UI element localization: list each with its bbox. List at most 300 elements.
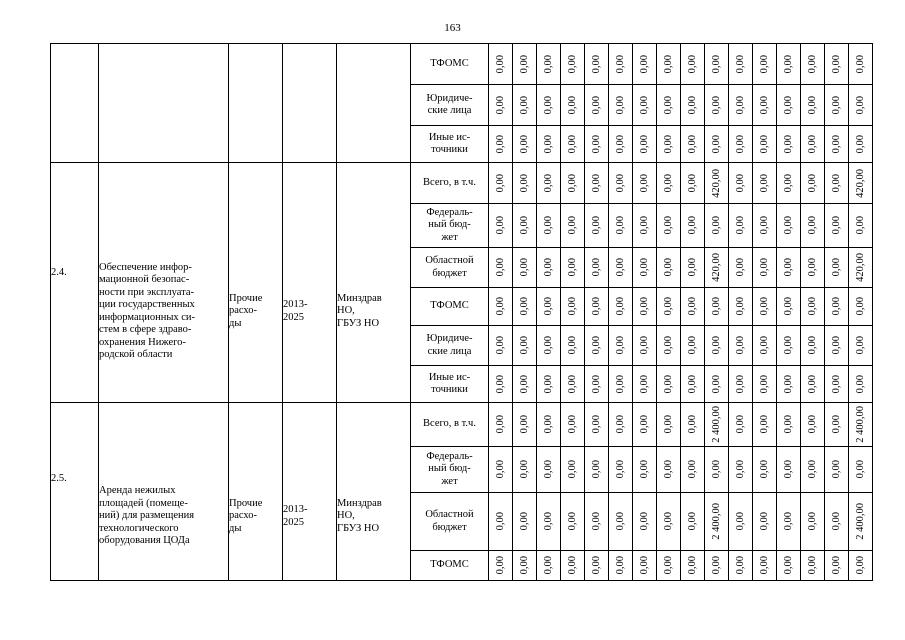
amount-value: 0,00 bbox=[590, 54, 602, 74]
value-cell bbox=[777, 85, 801, 126]
value-cell bbox=[489, 44, 513, 85]
value-cell bbox=[561, 366, 585, 403]
funding-source-cell bbox=[411, 326, 489, 366]
value-cell bbox=[825, 163, 849, 204]
amount-value: 0,00 bbox=[758, 512, 770, 531]
value-cell bbox=[753, 366, 777, 403]
value-cell bbox=[633, 126, 657, 163]
amount-value: 0,00 bbox=[806, 556, 818, 575]
amount-value: 0,00 bbox=[758, 336, 770, 355]
amount-value: 0,00 bbox=[518, 336, 530, 355]
value-cell bbox=[537, 447, 561, 493]
value-cell bbox=[633, 85, 657, 126]
value-cell bbox=[681, 403, 705, 447]
amount-value: 0,00 bbox=[854, 336, 866, 355]
value-cell bbox=[729, 248, 753, 288]
value-cell bbox=[633, 551, 657, 581]
amount-value: 0,00 bbox=[830, 134, 842, 154]
value-cell bbox=[681, 493, 705, 551]
value-cell bbox=[777, 366, 801, 403]
amount-value: 0,00 bbox=[542, 336, 554, 355]
value-cell bbox=[825, 126, 849, 163]
executor-cell bbox=[337, 163, 411, 403]
amount-value: 0,00 bbox=[494, 134, 506, 154]
item-number-cell bbox=[51, 403, 99, 581]
value-cell bbox=[681, 85, 705, 126]
executor-cell bbox=[337, 44, 411, 163]
table-row bbox=[51, 403, 873, 447]
amount-value: 420,00 bbox=[710, 168, 722, 198]
value-cell bbox=[801, 126, 825, 163]
amount-value: 0,00 bbox=[614, 556, 626, 575]
amount-value: 0,00 bbox=[590, 336, 602, 355]
value-cell bbox=[489, 248, 513, 288]
value-cell bbox=[753, 447, 777, 493]
value-cell bbox=[561, 126, 585, 163]
value-cell bbox=[801, 447, 825, 493]
value-cell bbox=[537, 85, 561, 126]
value-cell bbox=[609, 447, 633, 493]
value-cell bbox=[849, 85, 873, 126]
funding-source: Федераль- ный бюд- жет bbox=[426, 206, 473, 243]
amount-value: 0,00 bbox=[686, 258, 698, 277]
value-cell bbox=[585, 366, 609, 403]
amount-value: 0,00 bbox=[854, 216, 866, 235]
amount-value: 0,00 bbox=[494, 336, 506, 355]
amount-value: 0,00 bbox=[662, 173, 674, 193]
amount-value: 0,00 bbox=[566, 54, 578, 74]
amount-value: 0,00 bbox=[566, 460, 578, 479]
value-cell bbox=[801, 248, 825, 288]
amount-value: 0,00 bbox=[830, 54, 842, 74]
amount-value: 0,00 bbox=[494, 297, 506, 316]
value-cell bbox=[513, 288, 537, 326]
amount-value: 0,00 bbox=[542, 297, 554, 316]
amount-value: 0,00 bbox=[566, 216, 578, 235]
amount-value: 0,00 bbox=[854, 374, 866, 394]
amount-value: 0,00 bbox=[494, 54, 506, 74]
amount-value: 0,00 bbox=[782, 134, 794, 154]
value-cell bbox=[681, 248, 705, 288]
funding-source-cell bbox=[411, 403, 489, 447]
amount-value: 2 400,00 bbox=[710, 406, 722, 443]
funding-source-cell bbox=[411, 248, 489, 288]
amount-value: 0,00 bbox=[542, 258, 554, 277]
amount-value: 0,00 bbox=[614, 336, 626, 355]
value-cell bbox=[657, 204, 681, 248]
item-number: 2.4. bbox=[51, 267, 67, 278]
funding-source-cell bbox=[411, 163, 489, 204]
value-cell bbox=[729, 204, 753, 248]
funding-source: Юридиче- ские лица bbox=[426, 92, 473, 116]
amount-value: 0,00 bbox=[854, 95, 866, 115]
value-cell bbox=[681, 551, 705, 581]
amount-value: 0,00 bbox=[494, 374, 506, 394]
amount-value: 0,00 bbox=[542, 556, 554, 575]
amount-value: 0,00 bbox=[638, 336, 650, 355]
funding-source: Всего, в т.ч. bbox=[423, 176, 476, 188]
value-cell bbox=[537, 248, 561, 288]
value-cell bbox=[537, 204, 561, 248]
amount-value: 0,00 bbox=[566, 173, 578, 193]
value-cell bbox=[585, 447, 609, 493]
amount-value: 2 400,00 bbox=[854, 503, 866, 540]
value-cell bbox=[729, 366, 753, 403]
amount-value: 0,00 bbox=[638, 258, 650, 277]
amount-value: 0,00 bbox=[614, 216, 626, 235]
amount-value: 0,00 bbox=[662, 460, 674, 479]
value-cell bbox=[609, 163, 633, 204]
value-cell bbox=[657, 288, 681, 326]
amount-value: 0,00 bbox=[518, 54, 530, 74]
value-cell bbox=[489, 126, 513, 163]
value-cell bbox=[585, 204, 609, 248]
amount-value: 0,00 bbox=[614, 460, 626, 479]
amount-value: 0,00 bbox=[830, 374, 842, 394]
funding-source-cell bbox=[411, 44, 489, 85]
amount-value: 0,00 bbox=[590, 216, 602, 235]
funding-source: Иные ис- точники bbox=[428, 371, 471, 395]
value-cell bbox=[825, 447, 849, 493]
amount-value: 0,00 bbox=[662, 297, 674, 316]
period-cell bbox=[283, 44, 337, 163]
amount-value: 0,00 bbox=[542, 460, 554, 479]
funding-source-cell bbox=[411, 447, 489, 493]
value-cell bbox=[777, 126, 801, 163]
amount-value: 0,00 bbox=[518, 297, 530, 316]
amount-value: 0,00 bbox=[518, 95, 530, 115]
value-cell bbox=[705, 288, 729, 326]
value-cell bbox=[633, 44, 657, 85]
value-cell bbox=[801, 326, 825, 366]
funding-source: Всего, в т.ч. bbox=[423, 418, 476, 430]
amount-value: 0,00 bbox=[806, 95, 818, 115]
amount-value: 0,00 bbox=[662, 556, 674, 575]
funding-source: Юридиче- ские лица bbox=[426, 333, 473, 357]
value-cell bbox=[729, 126, 753, 163]
value-cell bbox=[849, 126, 873, 163]
amount-value: 0,00 bbox=[686, 556, 698, 575]
page-number: 163 bbox=[444, 22, 461, 34]
amount-value: 420,00 bbox=[710, 253, 722, 282]
value-cell bbox=[705, 248, 729, 288]
value-cell bbox=[633, 366, 657, 403]
amount-value: 420,00 bbox=[854, 168, 866, 198]
amount-value: 0,00 bbox=[638, 95, 650, 115]
amount-value: 0,00 bbox=[542, 173, 554, 193]
value-cell bbox=[729, 44, 753, 85]
value-cell bbox=[609, 204, 633, 248]
amount-value: 0,00 bbox=[758, 134, 770, 154]
funding-source-cell bbox=[411, 366, 489, 403]
amount-value: 0,00 bbox=[734, 460, 746, 479]
amount-value: 0,00 bbox=[782, 297, 794, 316]
amount-value: 0,00 bbox=[734, 512, 746, 531]
value-cell bbox=[489, 288, 513, 326]
value-cell bbox=[849, 447, 873, 493]
value-cell bbox=[801, 85, 825, 126]
amount-value: 0,00 bbox=[590, 258, 602, 277]
value-cell bbox=[753, 44, 777, 85]
value-cell bbox=[705, 366, 729, 403]
value-cell bbox=[825, 85, 849, 126]
value-cell bbox=[849, 163, 873, 204]
amount-value: 0,00 bbox=[854, 297, 866, 316]
amount-value: 0,00 bbox=[638, 556, 650, 575]
value-cell bbox=[561, 85, 585, 126]
amount-value: 0,00 bbox=[782, 556, 794, 575]
amount-value: 0,00 bbox=[542, 95, 554, 115]
value-cell bbox=[681, 288, 705, 326]
value-cell bbox=[753, 288, 777, 326]
amount-value: 0,00 bbox=[686, 374, 698, 394]
executor-cell bbox=[337, 403, 411, 581]
funding-source: Областной бюджет bbox=[425, 255, 474, 279]
expense-type-cell bbox=[229, 163, 283, 403]
amount-value: 0,00 bbox=[830, 336, 842, 355]
value-cell bbox=[681, 447, 705, 493]
value-cell bbox=[609, 44, 633, 85]
amount-value: 0,00 bbox=[494, 95, 506, 115]
value-cell bbox=[657, 248, 681, 288]
funding-source: ТФОМС bbox=[430, 57, 469, 69]
value-cell bbox=[849, 326, 873, 366]
value-cell bbox=[657, 403, 681, 447]
amount-value: 0,00 bbox=[782, 173, 794, 193]
amount-value: 0,00 bbox=[494, 216, 506, 235]
value-cell bbox=[537, 163, 561, 204]
value-cell bbox=[777, 248, 801, 288]
value-cell bbox=[849, 44, 873, 85]
funding-source-cell bbox=[411, 85, 489, 126]
value-cell bbox=[777, 163, 801, 204]
value-cell bbox=[513, 447, 537, 493]
amount-value: 0,00 bbox=[734, 258, 746, 277]
value-cell bbox=[633, 204, 657, 248]
amount-value: 0,00 bbox=[734, 336, 746, 355]
value-cell bbox=[753, 204, 777, 248]
value-cell bbox=[585, 288, 609, 326]
value-cell bbox=[825, 403, 849, 447]
amount-value: 0,00 bbox=[806, 54, 818, 74]
value-cell bbox=[513, 85, 537, 126]
value-cell bbox=[489, 85, 513, 126]
value-cell bbox=[777, 288, 801, 326]
value-cell bbox=[585, 44, 609, 85]
amount-value: 0,00 bbox=[734, 134, 746, 154]
value-cell bbox=[825, 493, 849, 551]
value-cell bbox=[825, 326, 849, 366]
value-cell bbox=[561, 493, 585, 551]
amount-value: 0,00 bbox=[542, 54, 554, 74]
amount-value: 2 400,00 bbox=[710, 503, 722, 540]
value-cell bbox=[705, 163, 729, 204]
amount-value: 0,00 bbox=[614, 95, 626, 115]
amount-value: 0,00 bbox=[686, 173, 698, 193]
amount-value: 0,00 bbox=[806, 297, 818, 316]
value-cell bbox=[513, 493, 537, 551]
value-cell bbox=[561, 447, 585, 493]
value-cell bbox=[777, 403, 801, 447]
amount-value: 0,00 bbox=[710, 374, 722, 394]
value-cell bbox=[801, 493, 825, 551]
value-cell bbox=[681, 44, 705, 85]
amount-value: 0,00 bbox=[614, 173, 626, 193]
value-cell bbox=[609, 403, 633, 447]
amount-value: 0,00 bbox=[806, 460, 818, 479]
amount-value: 0,00 bbox=[590, 460, 602, 479]
amount-value: 0,00 bbox=[710, 297, 722, 316]
value-cell bbox=[753, 551, 777, 581]
value-cell bbox=[753, 248, 777, 288]
amount-value: 0,00 bbox=[734, 374, 746, 394]
amount-value: 0,00 bbox=[710, 134, 722, 154]
value-cell bbox=[777, 447, 801, 493]
value-cell bbox=[561, 248, 585, 288]
amount-value: 0,00 bbox=[662, 512, 674, 531]
funding-source-cell bbox=[411, 126, 489, 163]
amount-value: 0,00 bbox=[734, 54, 746, 74]
amount-value: 0,00 bbox=[590, 512, 602, 531]
value-cell bbox=[801, 366, 825, 403]
amount-value: 0,00 bbox=[566, 258, 578, 277]
amount-value: 0,00 bbox=[830, 258, 842, 277]
item-name-cell bbox=[99, 163, 229, 403]
funding-source-cell bbox=[411, 204, 489, 248]
amount-value: 0,00 bbox=[782, 95, 794, 115]
amount-value: 0,00 bbox=[782, 460, 794, 479]
value-cell bbox=[633, 403, 657, 447]
amount-value: 0,00 bbox=[830, 556, 842, 575]
value-cell bbox=[681, 163, 705, 204]
executor: Минздрав НО, ГБУЗ НО bbox=[337, 292, 382, 329]
amount-value: 0,00 bbox=[614, 415, 626, 434]
amount-value: 0,00 bbox=[590, 415, 602, 434]
value-cell bbox=[513, 326, 537, 366]
value-cell bbox=[561, 44, 585, 85]
funding-source: Федераль- ный бюд- жет bbox=[426, 450, 473, 487]
amount-value: 0,00 bbox=[830, 95, 842, 115]
value-cell bbox=[705, 493, 729, 551]
amount-value: 0,00 bbox=[758, 258, 770, 277]
amount-value: 0,00 bbox=[710, 54, 722, 74]
value-cell bbox=[849, 551, 873, 581]
funding-source-cell bbox=[411, 551, 489, 581]
amount-value: 0,00 bbox=[758, 173, 770, 193]
amount-value: 0,00 bbox=[710, 95, 722, 115]
value-cell bbox=[513, 248, 537, 288]
amount-value: 0,00 bbox=[638, 415, 650, 434]
amount-value: 0,00 bbox=[806, 374, 818, 394]
value-cell bbox=[537, 126, 561, 163]
amount-value: 0,00 bbox=[806, 258, 818, 277]
value-cell bbox=[729, 326, 753, 366]
expense-type: Прочие расхо- ды bbox=[229, 497, 263, 534]
value-cell bbox=[489, 551, 513, 581]
expense-type-cell bbox=[229, 44, 283, 163]
amount-value: 0,00 bbox=[734, 216, 746, 235]
value-cell bbox=[657, 126, 681, 163]
period: 2013- 2025 bbox=[283, 299, 308, 323]
value-cell bbox=[825, 248, 849, 288]
value-cell bbox=[633, 288, 657, 326]
value-cell bbox=[561, 204, 585, 248]
amount-value: 0,00 bbox=[542, 216, 554, 235]
amount-value: 0,00 bbox=[758, 460, 770, 479]
amount-value: 0,00 bbox=[662, 374, 674, 394]
item-number-cell bbox=[51, 163, 99, 403]
amount-value: 0,00 bbox=[566, 95, 578, 115]
value-cell bbox=[537, 44, 561, 85]
value-cell bbox=[585, 248, 609, 288]
amount-value: 0,00 bbox=[854, 556, 866, 575]
value-cell bbox=[609, 248, 633, 288]
value-cell bbox=[825, 44, 849, 85]
amount-value: 0,00 bbox=[758, 374, 770, 394]
amount-value: 0,00 bbox=[758, 54, 770, 74]
value-cell bbox=[825, 551, 849, 581]
value-cell bbox=[633, 326, 657, 366]
amount-value: 0,00 bbox=[518, 415, 530, 434]
amount-value: 0,00 bbox=[614, 54, 626, 74]
amount-value: 0,00 bbox=[590, 134, 602, 154]
amount-value: 0,00 bbox=[686, 95, 698, 115]
value-cell bbox=[561, 551, 585, 581]
value-cell bbox=[705, 326, 729, 366]
value-cell bbox=[657, 163, 681, 204]
executor: Минздрав НО, ГБУЗ НО bbox=[337, 497, 382, 534]
value-cell bbox=[513, 366, 537, 403]
amount-value: 0,00 bbox=[854, 54, 866, 74]
funding-source-cell bbox=[411, 288, 489, 326]
value-cell bbox=[633, 248, 657, 288]
amount-value: 0,00 bbox=[710, 460, 722, 479]
amount-value: 0,00 bbox=[494, 415, 506, 434]
value-cell bbox=[777, 493, 801, 551]
item-number: 2.5. bbox=[51, 473, 67, 484]
amount-value: 0,00 bbox=[494, 258, 506, 277]
amount-value: 0,00 bbox=[518, 460, 530, 479]
value-cell bbox=[657, 493, 681, 551]
value-cell bbox=[777, 204, 801, 248]
amount-value: 0,00 bbox=[542, 415, 554, 434]
amount-value: 0,00 bbox=[614, 258, 626, 277]
amount-value: 0,00 bbox=[518, 173, 530, 193]
value-cell bbox=[729, 551, 753, 581]
value-cell bbox=[825, 288, 849, 326]
value-cell bbox=[489, 403, 513, 447]
amount-value: 0,00 bbox=[518, 216, 530, 235]
value-cell bbox=[609, 85, 633, 126]
value-cell bbox=[729, 403, 753, 447]
period: 2013- 2025 bbox=[283, 504, 308, 528]
amount-value: 0,00 bbox=[830, 297, 842, 316]
value-cell bbox=[609, 493, 633, 551]
amount-value: 0,00 bbox=[782, 415, 794, 434]
amount-value: 0,00 bbox=[758, 556, 770, 575]
budget-table bbox=[50, 43, 873, 581]
amount-value: 420,00 bbox=[854, 253, 866, 282]
amount-value: 0,00 bbox=[614, 297, 626, 316]
funding-source: ТФОМС bbox=[430, 300, 469, 312]
value-cell bbox=[585, 551, 609, 581]
funding-source: Областной бюджет bbox=[425, 509, 474, 533]
item-name-cell bbox=[99, 403, 229, 581]
value-cell bbox=[849, 403, 873, 447]
amount-value: 2 400,00 bbox=[854, 406, 866, 443]
amount-value: 0,00 bbox=[782, 512, 794, 531]
amount-value: 0,00 bbox=[566, 556, 578, 575]
